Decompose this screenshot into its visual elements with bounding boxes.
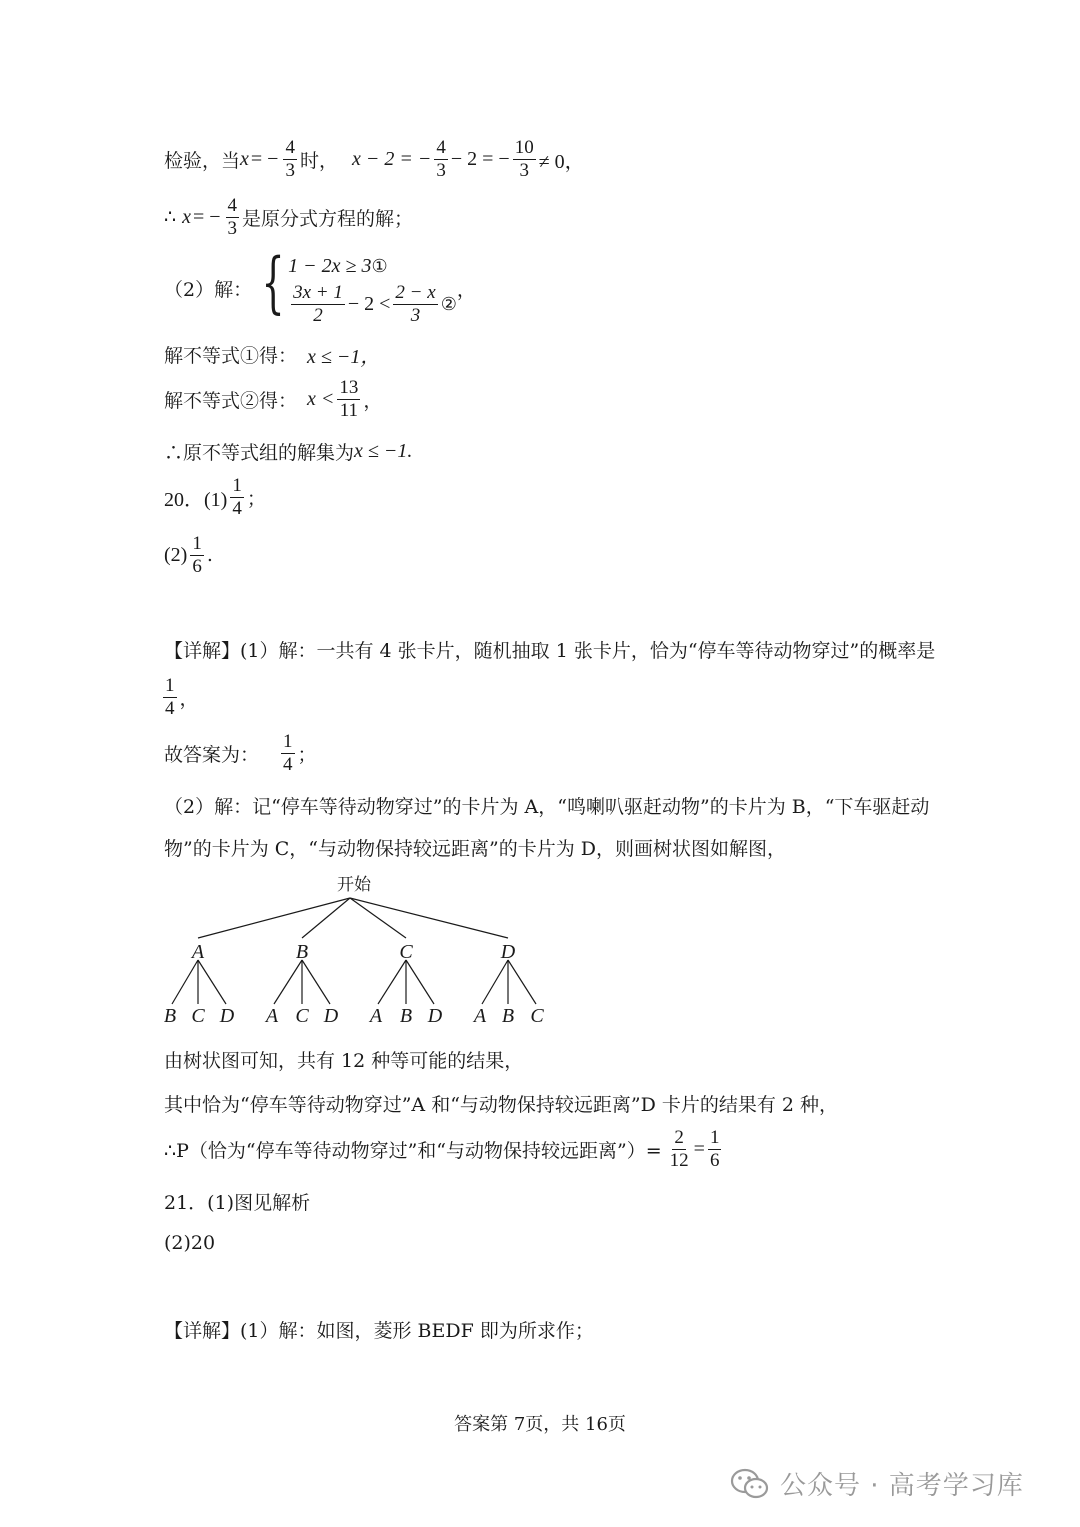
tree-leaf: D (323, 1005, 339, 1027)
therefore-symbol: ∴ (164, 206, 177, 229)
fraction: $\frac{13}{11}$ (339, 377, 359, 421)
neq-zero: ≠ 0， (538, 150, 585, 173)
probability-line (164, 1128, 724, 1171)
minus-two: − 2 = − (450, 147, 510, 170)
ineq-set-line (164, 438, 412, 465)
tree-leaf: C (295, 1005, 309, 1027)
tree-node: A (191, 941, 205, 963)
brace-icon: { (261, 244, 285, 321)
fraction: $\frac{1}{6}$ (192, 533, 202, 577)
watermark-text: 公众号 · 高考学习库 (780, 1471, 1024, 1501)
tree-leaf: A (369, 1005, 383, 1027)
tree-leaf: B (399, 1005, 413, 1027)
semicolon: ； (246, 487, 266, 510)
fraction: $\frac{2 - x}{3}$ (395, 281, 436, 326)
inequality-2-mid: − 2 < (347, 292, 391, 315)
after-tree-line1: 由树状图可知，共有 12 种等可能的结果， (164, 1050, 524, 1072)
watermark (730, 1465, 1024, 1502)
tree-node: C (399, 941, 413, 963)
page-footer: 答案第 7页，共 16页 (454, 1414, 626, 1435)
after-tree-line2: 其中恰为“停车等待动物穿过”A 和“与动物保持较远距离”D 卡片的结果有 2 种， (164, 1094, 839, 1116)
comma: ， (456, 278, 476, 301)
q20-answer-1 (164, 476, 266, 519)
ineq1-result: x ≤ −1， (307, 346, 381, 368)
tree-leaf: C (191, 1005, 205, 1027)
tree-node: D (500, 941, 516, 963)
part2-label: （2）解： (164, 278, 253, 301)
tree-leaf: D (427, 1005, 443, 1027)
ineq-set-result: x ≤ −1. (354, 440, 413, 462)
inequality-system-line (164, 244, 476, 326)
eq-neg: = − (250, 147, 279, 170)
var-x: x (182, 205, 191, 228)
tree-leaf: B (501, 1005, 515, 1027)
circle-two: ② (440, 293, 457, 315)
check-line (164, 138, 585, 181)
equals: = (693, 1137, 705, 1160)
circle-one: ① (371, 255, 388, 277)
q20-label: 20．(1) (164, 488, 228, 511)
ineq2-text: 解不等式②得： (164, 389, 298, 412)
fraction: $\frac{1}{4}$ (283, 731, 293, 775)
ineq2-line (164, 378, 382, 421)
semicolon: ； (297, 743, 317, 766)
detail21: 【详解】(1）解：如图，菱形 BEDF 即为所求作； (164, 1320, 594, 1342)
eq-neg: = − (192, 205, 221, 228)
tree-leaf: B (163, 1005, 177, 1027)
detail20-p1: 【详解】(1）解：一共有 4 张卡片，随机抽取 1 张卡片，恰为“停车等待动物穿过”的概率是 (164, 640, 936, 662)
ineq1-line (164, 340, 380, 369)
q21-answer-2: (2)20 (164, 1232, 216, 1254)
tree-root: 开始 (337, 875, 371, 895)
tree-diagram (150, 868, 570, 1028)
tree-leaf: A (265, 1005, 279, 1027)
q21-answer-1: 21．(1)图见解析 (164, 1192, 311, 1214)
ineq2-lhs: x < (307, 387, 335, 410)
answer-line (164, 732, 317, 775)
inequality-system (252, 244, 457, 326)
ineq1-text: 解不等式①得： (164, 345, 298, 367)
answer-label: 故答案为： (164, 743, 260, 766)
q20-answer-2 (164, 534, 213, 577)
conclusion-line (164, 196, 413, 239)
fraction: $\frac{3x + 1}{2}$ (293, 281, 343, 326)
expr: x − 2 = − (351, 147, 432, 170)
detail20-p1-fraction (160, 676, 199, 719)
wechat-icon (730, 1467, 770, 1501)
q20-label-2: (2) (164, 543, 188, 566)
when-text: 时， (299, 149, 338, 172)
check-prefix: 检验，当 (164, 149, 241, 172)
detail20-p2-line1: （2）解：记“停车等待动物穿过”的卡片为 A，“鸣喇叭驱赶动物”的卡片为 B，“下车驱赶动 (164, 796, 930, 818)
comma: ， (179, 687, 199, 710)
fraction: $\frac{1}{4}$ (165, 675, 175, 719)
probability-prefix: ∴P（恰为“停车等待动物穿过”和“与动物保持较远距离”）= (164, 1139, 662, 1162)
inequality-1: 1 − 2x ≥ 3 (288, 254, 372, 277)
detail20-p2-line2: 物”的卡片为 C，“与动物保持较远距离”的卡片为 D，则画树状图如解图， (164, 838, 786, 860)
fraction: $\frac{4}{3}$ (436, 137, 446, 181)
comma: ， (363, 389, 383, 412)
tree-node: B (295, 941, 309, 963)
fraction: $\frac{2}{12}$ (669, 1127, 689, 1171)
period: . (206, 544, 213, 567)
fraction: $\frac{10}{3}$ (514, 137, 534, 181)
fraction: $\frac{1}{4}$ (232, 475, 242, 519)
fraction: $\frac{4}{3}$ (285, 137, 295, 181)
tree-leaf: D (219, 1005, 235, 1027)
ineq-set-text: ∴原不等式组的解集为 (164, 442, 355, 464)
tree-leaf: C (530, 1005, 544, 1027)
fraction: $\frac{1}{6}$ (709, 1127, 720, 1171)
tree-leaf: A (473, 1005, 487, 1027)
conclusion-text: 是原分式方程的解； (242, 207, 414, 230)
fraction: $\frac{4}{3}$ (227, 195, 238, 239)
var-x: x (240, 147, 249, 170)
